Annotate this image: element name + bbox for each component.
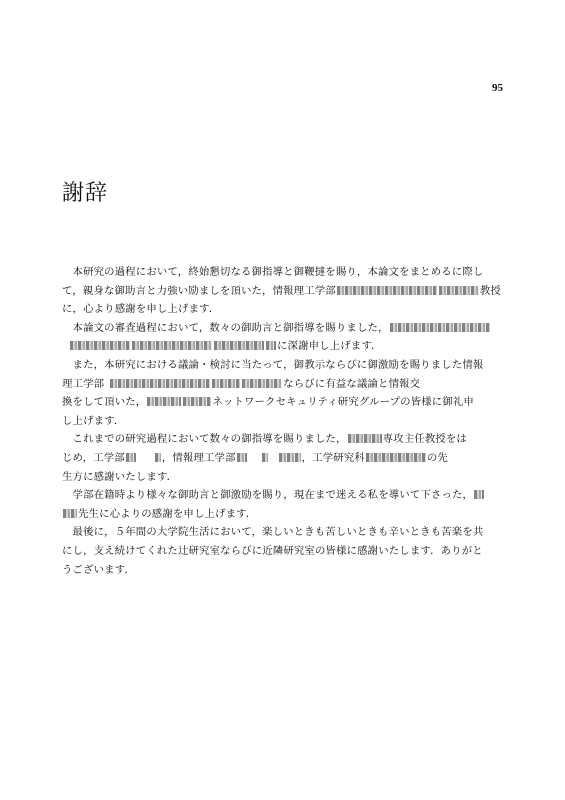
redacted-name xyxy=(279,453,301,462)
redacted-name xyxy=(214,341,264,350)
redacted-name xyxy=(70,341,130,350)
text-line: に深謝申し上げます． xyxy=(62,337,503,356)
text-line: 生方に感謝いたします． xyxy=(62,470,178,483)
redacted-name xyxy=(237,453,247,462)
redacted-name xyxy=(242,379,282,388)
redacted-name xyxy=(63,509,77,518)
text-line: 本研究の過程において，終始懇切なる御指導と御鞭撻を賜り，本論文をまとめるに際し xyxy=(62,266,484,278)
acknowledgements-body xyxy=(62,263,503,579)
redacted-name xyxy=(147,397,181,406)
page-number: 95 xyxy=(492,82,503,94)
text-line: また，本研究における議論・検討に当たって，御教示ならびに御激励を賜りました情報 xyxy=(62,358,484,371)
text-line: 本論文の審査過程において，数々の御助言と御指導を賜りました， xyxy=(62,319,503,338)
redacted-name xyxy=(262,453,268,462)
text-line: に，心より感謝を申し上げます． xyxy=(62,303,220,316)
redacted-name xyxy=(126,453,136,462)
text-line: にし，支え続けてくれた辻研究室ならびに近隣研究室の皆様に感謝いたします．ありがと xyxy=(62,544,483,557)
redacted-name xyxy=(439,286,479,295)
redacted-name xyxy=(366,453,426,462)
text-line: じめ，工学部 ，情報理工学部 ，工学研究科 の先 xyxy=(62,451,448,464)
redacted-name xyxy=(474,490,484,499)
redacted-name xyxy=(132,341,212,350)
text-line: 学部在籍時より様々な御助言と御激励を賜り，現在まで迷える私を導いて下さった， xyxy=(62,486,503,505)
text-line: 先生に心よりの感謝を申し上げます． xyxy=(62,505,503,524)
text-line: 最後に，５年間の大学院生活において，楽しいときも苦しいときも辛いときも苦楽を共 xyxy=(62,526,484,539)
redacted-name xyxy=(337,286,437,295)
redacted-name xyxy=(110,379,210,388)
text-line: し上げます． xyxy=(62,414,125,427)
redacted-name xyxy=(266,341,276,350)
text-line: これまでの研究過程において数々の御指導を賜りました， 専攻主任教授をは xyxy=(62,433,467,446)
text-line: て，親身な御助言と力強い励ましを頂いた，情報理工学部 教授 xyxy=(62,284,501,297)
redacted-name xyxy=(183,397,211,406)
redacted-name xyxy=(212,379,240,388)
page-title: 謝辞 xyxy=(62,181,109,206)
text-line: 理工学部 ならびに有益な議論と情報交 xyxy=(62,377,421,390)
text-line: 換をして頂いた， ネットワークセキュリティ研究グループの皆様に御礼申 xyxy=(62,396,474,409)
redacted-name xyxy=(155,453,161,462)
redacted-name xyxy=(348,434,382,443)
redacted-name xyxy=(390,323,490,332)
text-line: うございます． xyxy=(62,563,135,576)
